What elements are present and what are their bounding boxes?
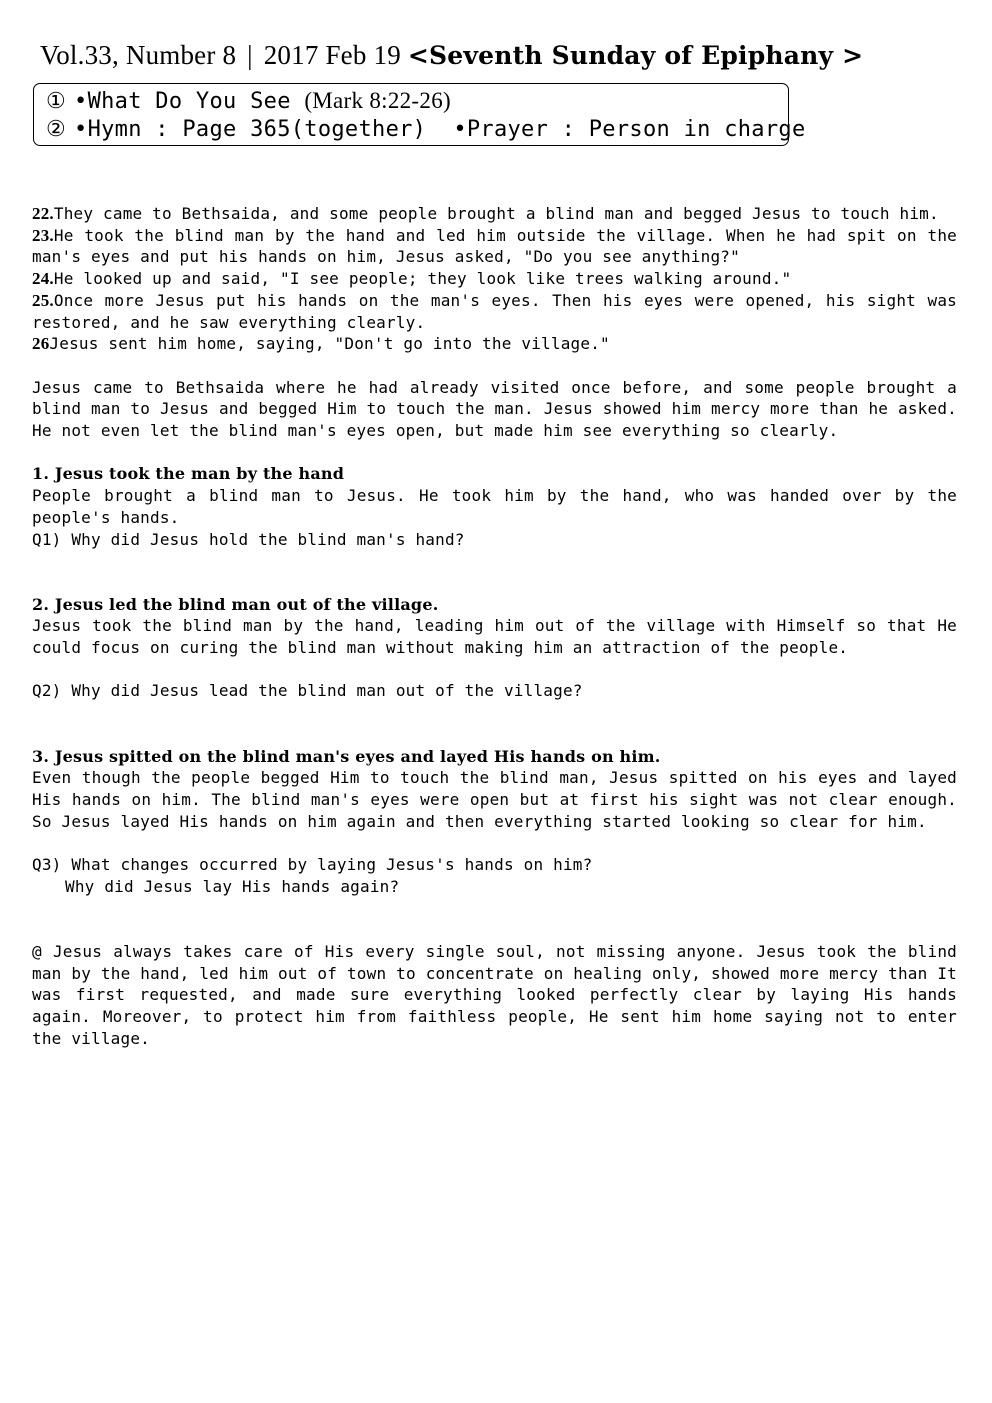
section-3 bbox=[32, 746, 957, 898]
conclusion-paragraph: @ Jesus always takes care of His every single soul, not missing anyone. Jesus took the blind man by the hand, led him out of town to concentrate on healing only, showed more mercy than It was first requested, and made sure everything looked perfectly clear by laying His hands again. Moreover, to protect him from faithless people, He sent him home saying not to enter the village. bbox=[32, 941, 957, 1048]
bulletin-date: 2017 Feb 19 bbox=[263, 40, 401, 70]
hymn-prayer-row bbox=[46, 116, 806, 144]
verse bbox=[32, 225, 957, 268]
section-body: People brought a blind man to Jesus. He took him by the hand, who was handed over by the people's hands. bbox=[32, 486, 957, 527]
hymn-info: •Hymn : Page 365(together) bbox=[74, 117, 427, 142]
prayer-info: •Prayer : Person in charge bbox=[453, 117, 806, 142]
verse-number: 23. bbox=[32, 225, 54, 245]
intro-paragraph: Jesus came to Bethsaida where he had already visited once before, and some people brought a blind man to Jesus and begged Him to touch the man. Jesus showed him mercy more than he asked. He not even let the blind man's eyes open, but made him see everything so clearly. bbox=[32, 377, 957, 441]
verse bbox=[32, 203, 957, 225]
scripture-reference: (Mark 8:22-26) bbox=[304, 88, 451, 113]
liturgical-occasion: <Seventh Sunday of Epiphany > bbox=[407, 41, 864, 70]
sermon-title-row bbox=[46, 87, 788, 116]
service-info-box bbox=[33, 83, 806, 146]
sermon-title: •What Do You See bbox=[74, 89, 291, 114]
verse-text: He took the blind man by the hand and led him outside the village. When he had spit on the man's eyes and put his hands on him, Jesus asked, "Do you see anything?" bbox=[32, 225, 957, 267]
discussion-question-continued: Why did Jesus lay His hands again? bbox=[65, 876, 400, 896]
verse-text: Once more Jesus put his hands on the man's eyes. Then his eyes were opened, his sight was restored, and he saw everything clearly. bbox=[32, 290, 957, 332]
item-number-1: ① bbox=[46, 89, 67, 114]
section-body: Even though the people begged Him to touch the blind man, Jesus spitted on his eyes and layed His hands on him. The blind man's eyes were open but at first his sight was not clear enough. So Jesus layed His hands on him again and then everything started looking so clear for him. bbox=[32, 768, 957, 831]
verse-number: 24. bbox=[32, 269, 54, 289]
header-separator: | bbox=[247, 40, 253, 70]
volume-number: Vol.33, Number 8 bbox=[40, 40, 237, 70]
scripture-passage bbox=[32, 203, 957, 355]
section-heading: 1. Jesus took the man by the hand bbox=[32, 464, 345, 484]
discussion-question: Q2) Why did Jesus lead the blind man out of the village? bbox=[32, 681, 583, 701]
verse bbox=[32, 268, 957, 290]
section-heading: 2. Jesus led the blind man out of the village. bbox=[32, 594, 439, 614]
verse-text: Jesus sent him home, saying, "Don't go into the village." bbox=[49, 334, 610, 354]
discussion-question: Q1) Why did Jesus hold the blind man's hand? bbox=[32, 529, 465, 549]
verse-text: They came to Bethsaida, and some people brought a blind man and begged Jesus to touch him. bbox=[53, 204, 939, 223]
bulletin-header bbox=[40, 40, 863, 71]
section-1 bbox=[32, 463, 957, 550]
verse bbox=[32, 290, 957, 333]
section-2 bbox=[32, 594, 957, 703]
verse-text: He looked up and said, "I see people; they look like trees walking around." bbox=[53, 269, 792, 289]
verse-number: 25. bbox=[32, 290, 54, 310]
verse-number: 22. bbox=[32, 204, 54, 223]
discussion-question: Q3) What changes occurred by laying Jesus's hands on him? bbox=[32, 855, 593, 874]
section-heading: 3. Jesus spitted on the blind man's eyes and layed His hands on him. bbox=[32, 746, 661, 766]
item-number-2: ② bbox=[46, 117, 67, 142]
verse bbox=[32, 333, 957, 355]
bulletin-content bbox=[32, 203, 957, 1049]
verse-number: 26 bbox=[32, 334, 50, 354]
section-body: Jesus took the blind man by the hand, leading him out of the village with Himself so that He could focus on curing the blind man without making him an attraction of the people. bbox=[32, 616, 957, 658]
